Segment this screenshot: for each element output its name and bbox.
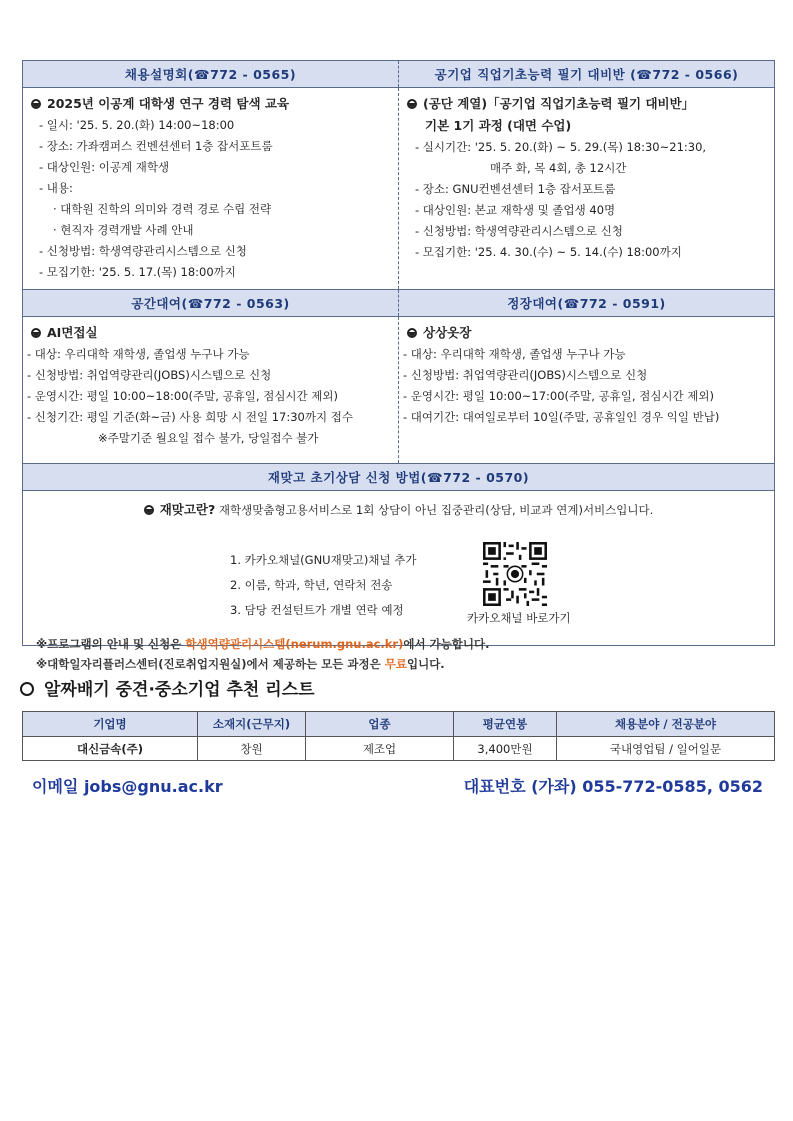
space-apply: - 신청방법: 취업역량관리(JOBS)시스템으로 신청	[27, 368, 272, 382]
footer-email[interactable]: 이메일 jobs@gnu.ac.kr	[32, 777, 223, 796]
suit-cell	[399, 317, 775, 464]
table-row	[23, 737, 775, 761]
company-name: 대신금속(주)	[23, 737, 198, 761]
briefing-title: 2025년 이공계 대학생 연구 경력 탐색 교육	[31, 93, 392, 115]
company-industry: 제조업	[306, 737, 454, 761]
ncs-subtitle: 기본 1기 과정 (대면 수업)	[425, 118, 572, 133]
company-location: 창원	[198, 737, 306, 761]
suit-title: 상상옷장	[403, 322, 768, 344]
suit-apply: - 신청방법: 취업역량관리(JOBS)시스템으로 신청	[403, 368, 648, 382]
ncs-target: - 대상인원: 본교 재학생 및 졸업생 40명	[415, 203, 616, 217]
free-highlight: 무료	[384, 657, 407, 671]
notes	[36, 634, 489, 674]
info-board	[22, 60, 774, 646]
briefing-place: - 장소: 가좌캠퍼스 컨벤션센터 1층 잡서포트룸	[39, 139, 273, 153]
space-header: 공간대여(☎772 - 0563)	[23, 290, 399, 317]
consult-step: 3. 담당 컨설턴트가 개별 연락 예정	[230, 603, 404, 617]
kakao-qr-code-icon[interactable]	[483, 542, 547, 606]
ring-bullet-icon	[20, 682, 34, 696]
qr-label: 카카오채널 바로가기	[467, 611, 571, 625]
col-location: 소재지(근무지)	[198, 712, 306, 737]
suit-header: 정장대여(☎772 - 0591)	[399, 290, 775, 317]
company-table-header	[23, 712, 775, 737]
space-cell	[23, 317, 399, 464]
circle-bullet-icon	[407, 99, 417, 109]
suit-hours: - 운영시간: 평일 10:00~17:00(주말, 공휴일, 점심시간 제외)	[403, 389, 715, 403]
consult-header: 재맞고 초기상담 신청 방법(☎772 - 0570)	[23, 464, 775, 491]
briefing-apply: - 신청방법: 학생역량관리시스템으로 신청	[39, 244, 247, 258]
col-industry: 업종	[306, 712, 454, 737]
company-salary: 3,400만원	[454, 737, 557, 761]
circle-bullet-icon	[144, 505, 154, 515]
briefing-target: - 대상인원: 이공계 재학생	[39, 160, 170, 174]
briefing-cell	[23, 88, 399, 290]
briefing-deadline: - 모집기한: '25. 5. 17.(목) 18:00까지	[39, 265, 236, 279]
company-table	[22, 711, 775, 761]
space-period: - 신청기간: 평일 기준(화~금) 사용 희망 시 전일 17:30까지 접수	[27, 410, 353, 424]
space-target: - 대상: 우리대학 재학생, 졸업생 누구나 가능	[27, 347, 250, 361]
circle-bullet-icon	[31, 328, 41, 338]
company-field: 국내영업팀 / 일어일문	[557, 737, 775, 761]
consult-step: 1. 카카오채널(GNU재맞고)채널 추가	[230, 553, 417, 567]
footer-phone: 대표번호 (가좌) 055-772-0585, 0562	[463, 777, 763, 796]
suit-period: - 대여기간: 대여일로부터 10일(주말, 공휴일인 경우 익일 반납)	[403, 410, 720, 424]
program-table	[22, 60, 775, 646]
col-field: 채용분야 / 전공분야	[557, 712, 775, 737]
consult-intro-text: 재학생맞춤형고용서비스로 1회 상담이 아닌 집중관리(상담, 비교과 연계)서비스입니다.	[218, 503, 654, 517]
suit-target: - 대상: 우리대학 재학생, 졸업생 누구나 가능	[403, 347, 626, 361]
circle-bullet-icon	[407, 328, 417, 338]
space-title: AI면접실	[27, 322, 392, 344]
briefing-header: 채용설명회(☎772 - 0565)	[23, 61, 399, 88]
consult-cell	[23, 491, 775, 646]
ncs-apply: - 신청방법: 학생역량관리시스템으로 신청	[415, 224, 623, 238]
ncs-period: - 실시기간: '25. 5. 20.(화) ~ 5. 29.(목) 18:30~21:30,	[415, 140, 707, 154]
ncs-title: (공단 계열)「공기업 직업기초능력 필기 대비반」	[407, 93, 768, 115]
company-list-title: 알짜배기 중견·중소기업 추천 리스트	[20, 675, 315, 700]
briefing-date: - 일시: '25. 5. 20.(화) 14:00~18:00	[39, 118, 235, 132]
system-link[interactable]: 학생역량관리시스템(nerum.gnu.ac.kr)	[185, 637, 404, 651]
briefing-content-label: - 내용:	[39, 181, 73, 195]
ncs-deadline: - 모집기한: '25. 4. 30.(수) ~ 5. 14.(수) 18:00까지	[415, 245, 682, 259]
ncs-cell	[399, 88, 775, 290]
consult-intro-term: 재맞고란?	[159, 502, 216, 517]
note-line: ※대학일자리플러스센터(진로취업지원실)에서 제공하는 모든 과정은 무료입니다.	[36, 657, 445, 671]
consult-step: 2. 이름, 학과, 학년, 연락처 전송	[230, 578, 393, 592]
briefing-content-item: · 대학원 진학의 의미와 경력 경로 수립 전략	[53, 202, 272, 216]
space-hours: - 운영시간: 평일 10:00~18:00(주말, 공휴일, 점심시간 제외)	[27, 389, 339, 403]
briefing-content-item: · 현직자 경력개발 사례 안내	[53, 223, 194, 237]
space-note: ※주말기준 월요일 접수 불가, 당일접수 불가	[98, 431, 319, 445]
note-line: ※프로그램의 안내 및 신청은 학생역량관리시스템(nerum.gnu.ac.kr)에서 가능합니다.	[36, 637, 490, 651]
ncs-place: - 장소: GNU컨벤션센터 1층 잡서포트룸	[415, 182, 616, 196]
col-company: 기업명	[23, 712, 198, 737]
ncs-schedule: 매주 화, 목 4회, 총 12시간	[490, 161, 627, 175]
ncs-header: 공기업 직업기초능력 필기 대비반 (☎772 - 0566)	[399, 61, 775, 88]
circle-bullet-icon	[31, 99, 41, 109]
consult-intro	[23, 499, 774, 521]
consult-steps	[230, 548, 417, 623]
col-salary: 평균연봉	[454, 712, 557, 737]
